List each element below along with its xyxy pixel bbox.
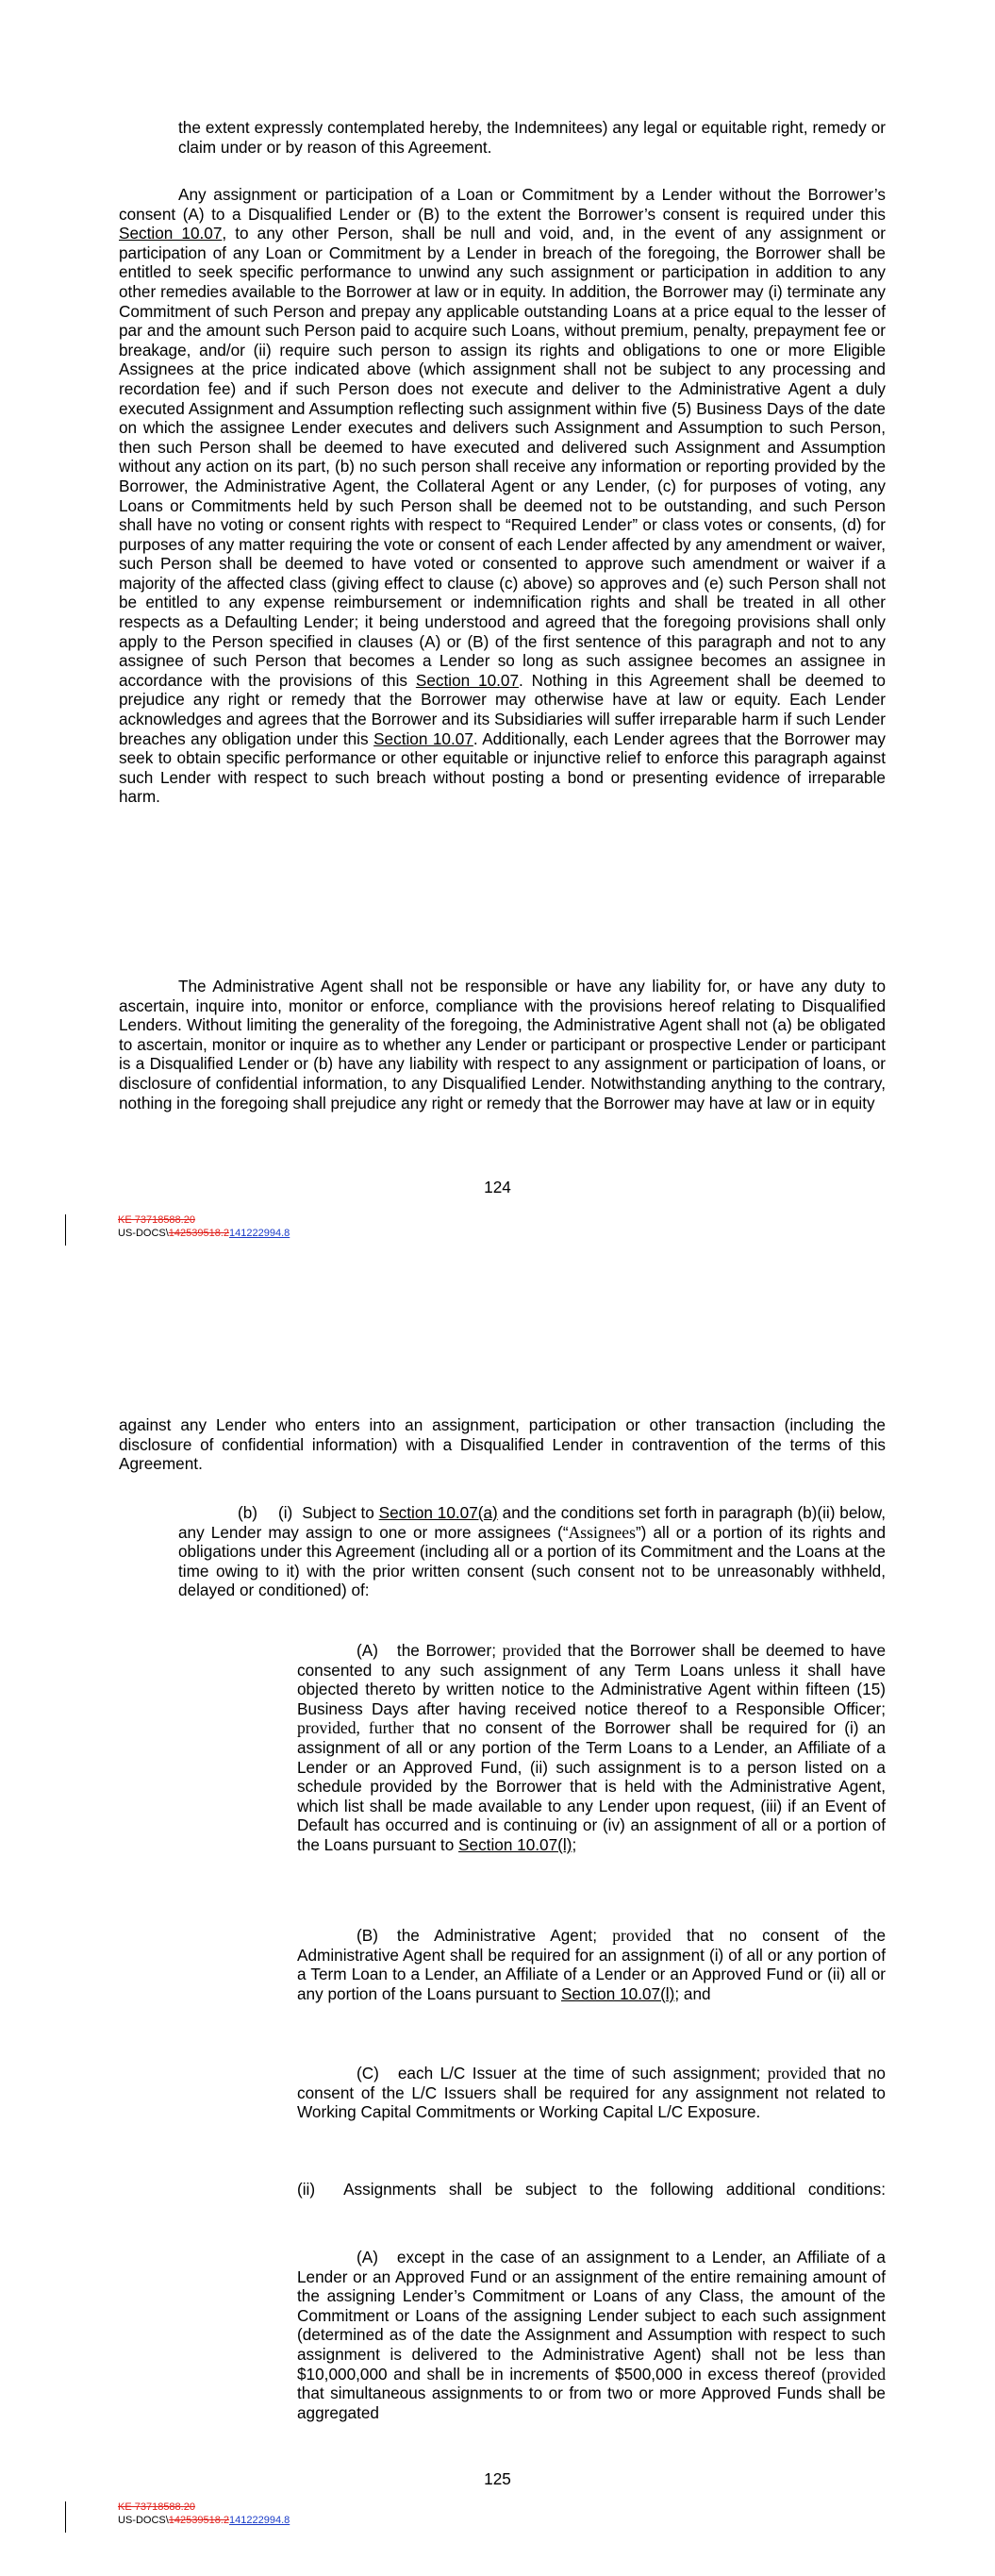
text-run: the Borrower; xyxy=(396,1641,503,1660)
paragraph-administrative-agent: The Administrative Agent shall not be responsible or have any liability for, or have any duty to ascertain, inquire into, monitor or enforce, compliance with the provisions hereof relating to Disqualified Lenders. Without limiting the generality of the foregoing, the Administrative Agent shall not (a) be obligated to ascertain, monitor or inquire as to whether any Lender or participant or prospective Lender or participant is a Disqualified Lender or (b) have any liability with respect to any assignment or participation of loans, or disclosure of confidential information, to any Disqualified Lender. Notwithstanding anything to the contrary, nothing in the foregoing shall prejudice any right or remedy that the Borrower may have at law or in equity xyxy=(119,977,886,1112)
text-run: Any assignment or participation of a Loan or Commitment by a Lender without the Borrower’s consent (A) to a Disqualified Lender or (B) to the extent the Borrower’s consent is required under this xyxy=(119,185,886,224)
proviso-term: provided xyxy=(612,1926,672,1945)
paragraph-continuation: against any Lender who enters into an assignment, participation or other transaction (including the disclosure of confidential information) with a Disqualified Lender in contravention of the terms of this Agreement. xyxy=(119,1415,886,1474)
clause-label: (A) xyxy=(357,1641,378,1660)
text-run: ; xyxy=(572,1834,577,1854)
paragraph-ii-conditions xyxy=(238,2180,886,2200)
footer-docs-number xyxy=(118,2515,290,2528)
text-run: ; and xyxy=(674,1983,711,2003)
text-run: that no consent of the L/C Issuers shall be required for any assignment not related to Working Capital Commitments or Working Capital L/C Exposure. xyxy=(297,2064,886,2122)
text-run: . Additionally, each Lender agrees that the Borrower may seek to obtain specific performance or other equitable or injunctive relief to enforce this paragraph against such Lender with respect to such breach without posting a bond or presenting evidence of irreparable harm. xyxy=(119,728,886,807)
proviso-term: provided xyxy=(826,2364,886,2384)
footer-ke-number: KE 73718588.20 xyxy=(118,1214,195,1226)
document-footer xyxy=(118,2501,290,2527)
proviso-term: provided xyxy=(767,2064,827,2083)
clause-label: (b) xyxy=(238,1503,258,1522)
text-run: and the conditions set forth in paragraph (b)(ii) below, any Lender may assign to one or more assignees (“ xyxy=(178,1503,887,1542)
paragraph-B-admin-agent xyxy=(297,1926,886,2003)
footer-docs-prefix: US-DOCS\ xyxy=(118,2514,169,2526)
text-run: that no consent of the Administrative Agent shall be required for an assignment (i) of all or any portion of a Term Loan to a Lender, an Affiliate of a Lender or an Approved Fund or (ii) all or any portion of the Loans pursuant to xyxy=(297,1926,886,2003)
text-run: Subject to xyxy=(302,1503,379,1522)
paragraph-b-i xyxy=(178,1503,886,1600)
page-number: 124 xyxy=(484,1178,511,1196)
section-reference-link[interactable]: Section 10.07(l) xyxy=(458,1834,572,1854)
paragraph-A-borrower xyxy=(297,1641,886,1855)
change-bar xyxy=(65,2501,66,2533)
paragraph-C-lc-issuer xyxy=(297,2064,886,2122)
footer-docs-prefix: US-DOCS\ xyxy=(118,1227,169,1239)
section-reference-link[interactable]: Section 10.07 xyxy=(415,670,520,690)
footer-new-doc-number: 141222994.8 xyxy=(229,1227,290,1239)
change-bar xyxy=(65,1214,66,1246)
clause-label: (A) xyxy=(357,2248,378,2267)
footer-ke-number: KE 73718588.20 xyxy=(118,2501,195,2513)
paragraph-continuation: the extent expressly contemplated hereby, the Indemnitees) any legal or equitable right, remedy or claim under or by reason of this Agreement. xyxy=(178,118,886,157)
footer-docs-number xyxy=(118,1228,290,1241)
text-run: Assignments shall be subject to the following additional conditions: xyxy=(343,2180,886,2199)
page-number: 125 xyxy=(484,2469,511,2488)
text-run: the Administrative Agent; xyxy=(396,1926,613,1945)
text-run: that simultaneous assignments to or from two or more Approved Funds shall be aggregated xyxy=(297,2384,886,2422)
document-footer xyxy=(118,1214,290,1240)
text-run: . Nothing in this Agreement shall be deemed to prejudice any right or remedy that the Borrower may otherwise have at law or equity. Each Lender acknowledges and agrees that the Borrower and its Subsidiaries will suffer irreparable harm if such Lender breaches any obligation under this xyxy=(119,670,886,748)
paragraph-disqualified-assignment xyxy=(119,185,886,807)
text-run: except in the case of an assignment to a Lender, an Affiliate of a Lender or an Approved Fund or an assignment of the entire remaining amount of the assigning Lender’s Commitment or Loans of any Class, the amount of the Commitment or Loans of the assigning Lender subject to each such assignment (determined as of the date the Assignment and Assumption with respect to such assignment is delivered to the Administrative Agent) shall not be less than $10,000,000 and shall be in increments of $500,000 in excess thereof ( xyxy=(297,2248,886,2384)
proviso-term: provided, further xyxy=(297,1718,414,1738)
defined-term: Assignees xyxy=(568,1522,636,1542)
clause-label: (B) xyxy=(357,1926,378,1945)
footer-new-doc-number: 141222994.8 xyxy=(229,2514,290,2526)
clause-label: (C) xyxy=(357,2064,379,2083)
page-125 xyxy=(0,1288,995,2576)
text-run: each L/C Issuer at the time of such assignment; xyxy=(397,2064,768,2083)
section-reference-link[interactable]: Section 10.07 xyxy=(119,224,223,243)
section-reference-link[interactable]: Section 10.07 xyxy=(373,728,473,748)
footer-old-doc-number: 142539518.2 xyxy=(168,2514,230,2526)
footer-old-doc-number: 142539518.2 xyxy=(168,1227,230,1239)
clause-label: (i) xyxy=(278,1503,293,1522)
paragraph-ii-A-minimum xyxy=(297,2248,886,2422)
section-reference-link[interactable]: Section 10.07(l) xyxy=(560,1983,675,2003)
clause-label: (ii) xyxy=(297,2180,316,2199)
text-run: that no consent of the Borrower shall be required for (i) an assignment of all or any portion of the Term Loans to a Lender, an Affiliate of a Lender or an Approved Fund, (ii) such assignment is to a person listed on a schedule provided by the Borrower that is held with the Administrative Agent, which list shall be made available to any Lender upon request, (iii) if an Event of Default has occurred and is continuing or (iv) an assignment of all or a portion of the Loans pursuant to xyxy=(297,1718,886,1854)
proviso-term: provided xyxy=(502,1641,562,1660)
text-run: ”) all or a portion of its rights and obligations under this Agreement (including all or a portion of its Commitment and the Loans at the time owing to it) with the prior written consent (such consent not to be unreasonably withheld, delayed or conditioned) of: xyxy=(178,1522,886,1600)
text-run: , to any other Person, shall be null and void, and, in the event of any assignment or participation of any Loan or Commitment by a Lender in breach of the foregoing, the Borrower shall be entitled to seek specific performance to unwind any such assignment or participation in addition to any other remedies available to the Borrower at law or in equity. In addition, the Borrower may (i) terminate any Commitment of such Person and prepay any applicable outstanding Loans at a price equal to the lesser of par and the amount such Person paid to acquire such Loans, without premium, penalty, prepayment fee or breakage, and/or (ii) require such person to assign its rights and obligations to one or more Eligible Assignees at the price indicated above (which assignment shall not be subject to any processing and recordation fee) and if such Person does not execute and deliver to the Administrative Agent a duly executed Assignment and Assumption reflecting such assignment within five (5) Business Days of the date on which the assignee Lender executes and delivers such Assignment and Assumption to such Person, then such Person shall be deemed to have executed and delivered such Assignment and Assumption without any action on its part, (b) no such person shall receive any information or reporting provided by the Borrower, the Administrative Agent, the Collateral Agent or any Lender, (c) for purposes of voting, any Loans or Commitments held by such Person shall be deemed not to be outstanding, and such Person shall have no voting or consent rights with respect to “Required Lender” or class votes or consents, (d) for purposes of any matter requiring the vote or consent of each Lender affected by any amendment or waiver, such Person shall be deemed to have voted or consented to approve such amendment or waiver if a majority of the affected class (giving effect to clause (c) above) so approves and (e) such Person shall not be entitled to any expense reimbursement or indemnification rights and shall be treated in all other respects as a Defaulting Lender; it being understood and agreed that the foregoing provisions shall only apply to the Person specified in clauses (A) or (B) of the first sentence of this paragraph and not to any assignee of such Person that becomes a Lender so long as such assignee becomes an assignee in accordance with the provisions of this xyxy=(119,224,886,690)
text-run: that the Borrower shall be deemed to have consented to any such assignment of any Term Loans unless it shall have objected thereto by written notice to the Administrative Agent within fifteen (15) Business Days after having received notice thereof to a Responsible Officer; xyxy=(297,1641,886,1718)
section-reference-link[interactable]: Section 10.07(a) xyxy=(378,1503,498,1522)
